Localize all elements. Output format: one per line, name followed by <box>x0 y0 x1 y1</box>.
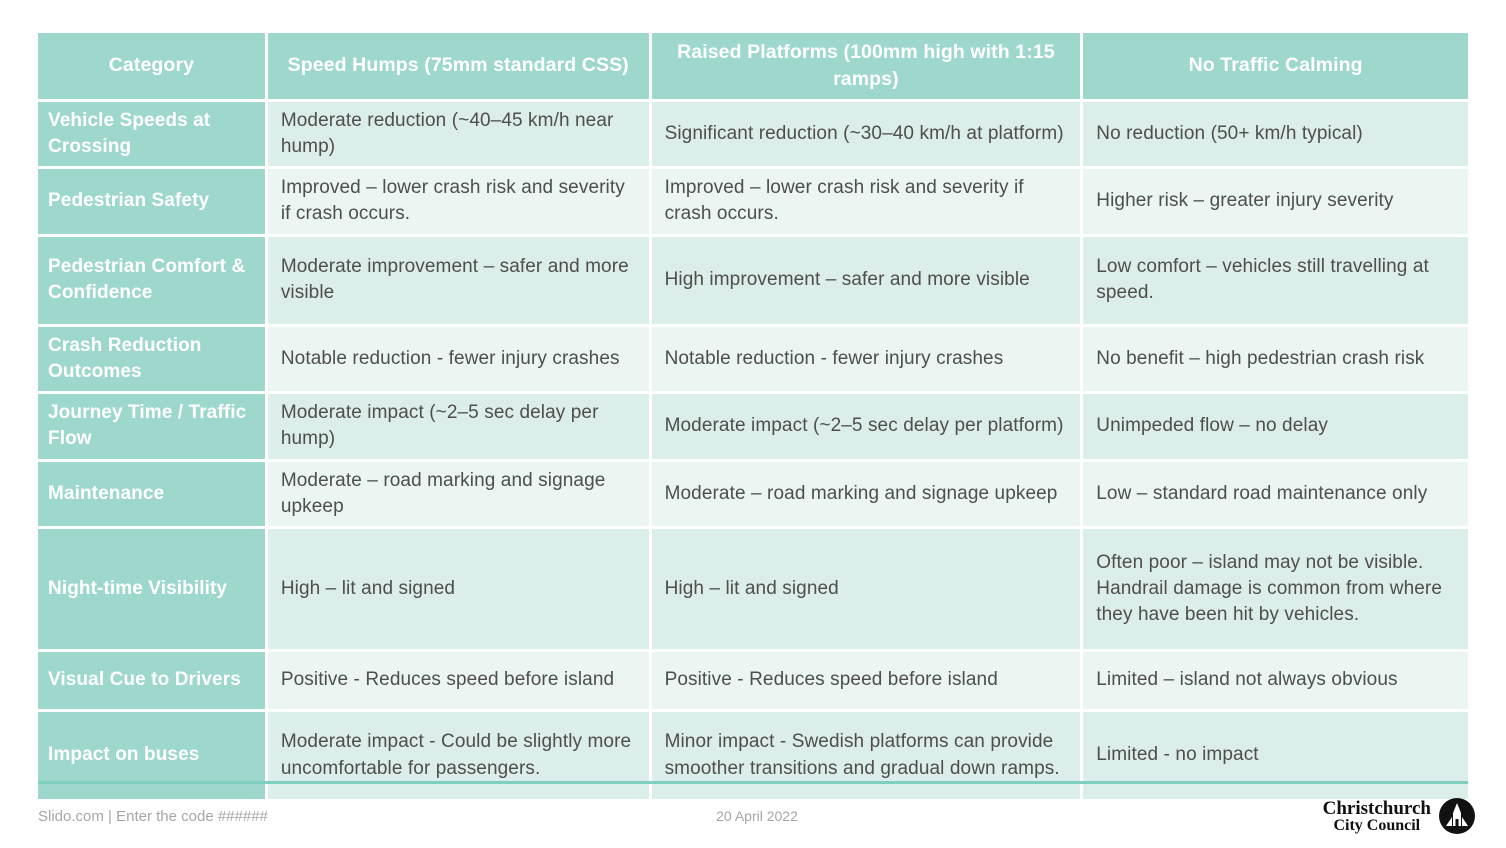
footer-divider-line <box>38 781 1468 784</box>
ccc-logo-line1: Christchurch <box>1322 797 1431 819</box>
table-row <box>38 652 1468 709</box>
row-header-journey-time: Journey Time / Traffic Flow <box>38 394 265 458</box>
cell-speed-humps: Moderate impact (~2–5 sec delay per hump) <box>268 394 649 458</box>
cell-no-traffic-calming: Limited - no impact <box>1083 712 1468 799</box>
slide-date: 20 April 2022 <box>716 808 798 824</box>
table-row <box>38 327 1468 391</box>
table-row <box>38 102 1468 166</box>
cell-speed-humps: Moderate reduction (~40–45 km/h near hump) <box>268 102 649 166</box>
column-header-category: Category <box>38 33 265 99</box>
ccc-cathedral-icon <box>1438 797 1476 835</box>
cell-no-traffic-calming: No reduction (50+ km/h typical) <box>1083 102 1468 166</box>
ccc-logo-text <box>1323 799 1431 834</box>
cell-speed-humps: Improved – lower crash risk and severity if crash occurs. <box>268 169 649 233</box>
cell-speed-humps: Moderate – road marking and signage upkeep <box>268 462 649 526</box>
cell-no-traffic-calming: Low – standard road maintenance only <box>1083 462 1468 526</box>
cell-no-traffic-calming: Low comfort – vehicles still travelling at speed. <box>1083 237 1468 324</box>
table-row <box>38 462 1468 526</box>
table-header-row <box>38 33 1468 99</box>
row-header-impact-buses: Impact on buses <box>38 712 265 799</box>
cell-speed-humps: Moderate improvement – safer and more visible <box>268 237 649 324</box>
ccc-logo <box>997 797 1476 835</box>
row-header-vehicle-speeds: Vehicle Speeds at Crossing <box>38 102 265 166</box>
ccc-logo-line2: City Council <box>1333 816 1421 834</box>
cell-speed-humps: Positive - Reduces speed before island <box>268 652 649 709</box>
cell-speed-humps: Notable reduction - fewer injury crashes <box>268 327 649 391</box>
cell-raised-platforms: Moderate – road marking and signage upkeep <box>652 462 1081 526</box>
column-header-speed-humps: Speed Humps (75mm standard CSS) <box>268 33 649 99</box>
table-row <box>38 529 1468 649</box>
row-header-night-visibility: Night-time Visibility <box>38 529 265 649</box>
cell-raised-platforms: Moderate impact (~2–5 sec delay per platform) <box>652 394 1081 458</box>
column-header-no-traffic-calming: No Traffic Calming <box>1083 33 1468 99</box>
table-row <box>38 169 1468 233</box>
cell-raised-platforms: Minor impact - Swedish platforms can provide smoother transitions and gradual down ramps. <box>652 712 1081 799</box>
row-header-maintenance: Maintenance <box>38 462 265 526</box>
slido-code-text: Slido.com | Enter the code ###### <box>38 807 268 825</box>
row-header-pedestrian-comfort: Pedestrian Comfort & Confidence <box>38 237 265 324</box>
cell-speed-humps: High – lit and signed <box>268 529 649 649</box>
cell-raised-platforms: High – lit and signed <box>652 529 1081 649</box>
cell-no-traffic-calming: Limited – island not always obvious <box>1083 652 1468 709</box>
cell-no-traffic-calming: No benefit – high pedestrian crash risk <box>1083 327 1468 391</box>
footer <box>38 793 1476 839</box>
cell-raised-platforms: Positive - Reduces speed before island <box>652 652 1081 709</box>
cell-speed-humps: Moderate impact - Could be slightly more uncomfortable for passengers. <box>268 712 649 799</box>
comparison-table <box>38 33 1468 802</box>
cell-no-traffic-calming: Often poor – island may not be visible. Handrail damage is common from where they have been hit by vehicles. <box>1083 529 1468 649</box>
column-header-raised-platforms: Raised Platforms (100mm high with 1:15 ramps) <box>652 33 1081 99</box>
row-header-visual-cue: Visual Cue to Drivers <box>38 652 265 709</box>
cell-raised-platforms: High improvement – safer and more visible <box>652 237 1081 324</box>
cell-raised-platforms: Significant reduction (~30–40 km/h at platform) <box>652 102 1081 166</box>
table-row <box>38 394 1468 458</box>
cell-no-traffic-calming: Unimpeded flow – no delay <box>1083 394 1468 458</box>
cell-raised-platforms: Improved – lower crash risk and severity if crash occurs. <box>652 169 1081 233</box>
cell-raised-platforms: Notable reduction - fewer injury crashes <box>652 327 1081 391</box>
row-header-pedestrian-safety: Pedestrian Safety <box>38 169 265 233</box>
row-header-crash-reduction: Crash Reduction Outcomes <box>38 327 265 391</box>
table-row <box>38 237 1468 324</box>
table-row <box>38 712 1468 799</box>
cell-no-traffic-calming: Higher risk – greater injury severity <box>1083 169 1468 233</box>
